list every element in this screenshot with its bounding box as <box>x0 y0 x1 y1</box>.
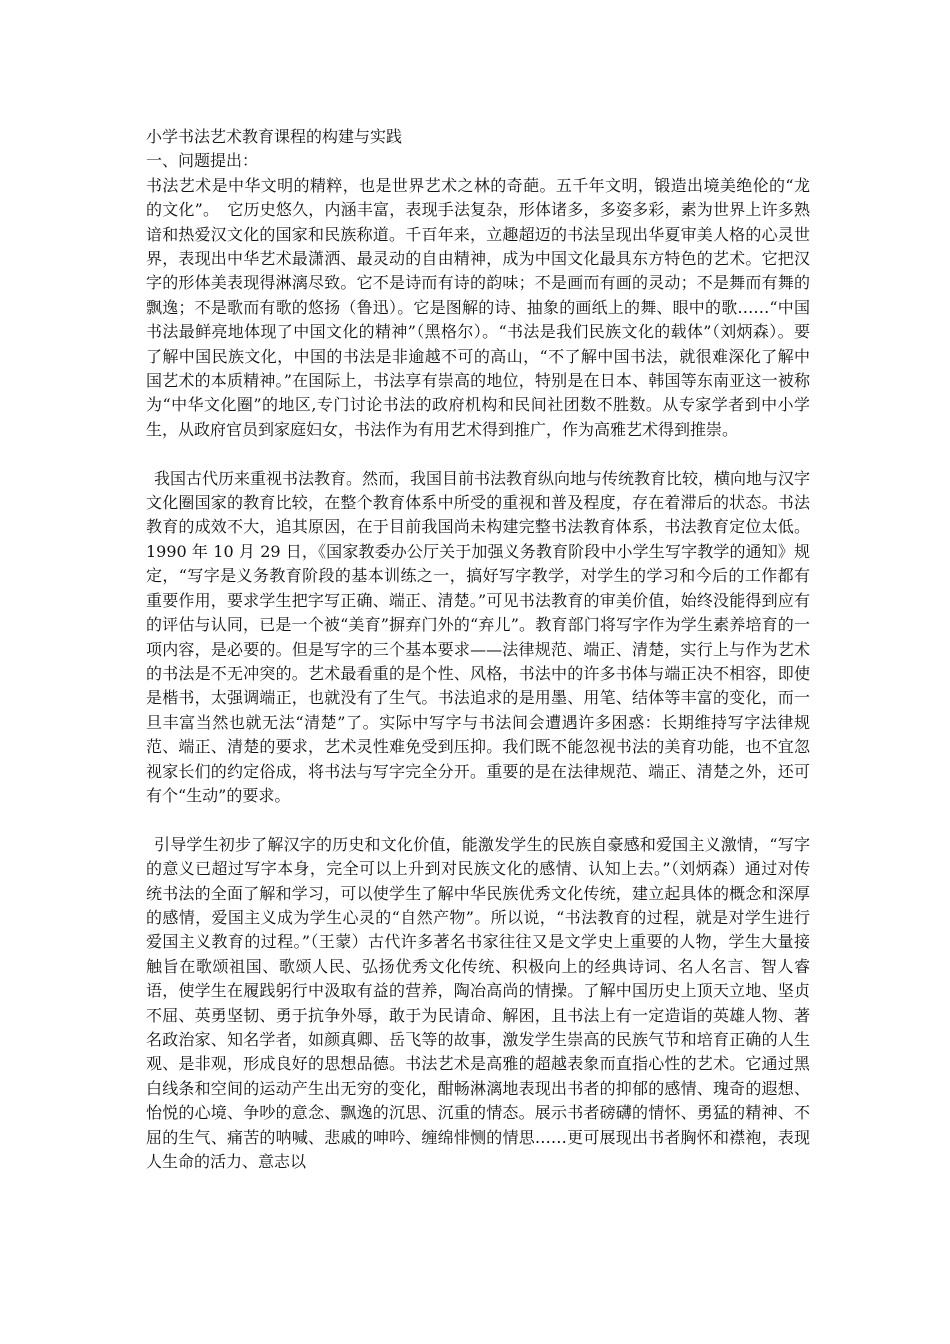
section-heading: 一、问题提出： <box>146 151 259 171</box>
paragraph-2: 我国古代历来重视书法教育。然而，我国目前书法教育纵向地与传统教育比较，横向地与汉字文化圈国家的教育比较，在整个教育体系中所受的重视和普及程度，存在着滞后的状态。书法教育的成效不大，追其原因，在于目前我国尚未构建完整书法教育体系，书法教育定位太低。1990 年 10 月 29 日，《国家教委办公厅关于加强义务教育阶段中小学生写字教学的通知》规定，“写字是义务教育阶段的基本训练之一，搞好写字教学，对学生的学习和今后的工作都有重要作用，要求学生把字写正确、端正、清楚。”可见书法教育的审美价值，始终没能得到应有的评估与认同，已是一个被“美育”摒弃门外的“弃儿”。教育部门将写字作为学生素养培育的一项内容，是必要的。但是写字的三个基本要求——法律规范、端正、清楚，实行上与作为艺术的书法是不无冲突的。艺术最看重的是个性、风格，书法中的许多书体与端正决不相容，即使是楷书，太强调端正，也就没有了生气。书法追求的是用墨、用笔、结体等丰富的变化，而一旦丰富当然也就无法“清楚”了。实际中写字与书法间会遭遇许多困惑：长期维持写字法律规范、端正、清楚的要求，艺术灵性难免受到压抑。我们既不能忽视书法的美育功能，也不宜忽视家长们的约定俗成，将书法与写字完全分开。重要的是在法律规范、端正、清楚之外，还可有个“生动”的要求。 <box>146 468 811 805</box>
paragraph-1: 书法艺术是中华文明的精粹，也是世界艺术之林的奇葩。五千年文明，锻造出境美绝伦的“龙的文化”。 它历史悠久，内涵丰富，表现手法复杂，形体诸多，多姿多彩，素为世界上许多熟谙和热爱汉文化的国家和民族称道。千百年来，立趣超迈的书法呈现出华夏审美人格的心灵世界，表现出中华艺术最潇洒、最灵动的自由精神，成为中国文化最具东方特色的艺术。它把汉字的形体美表现得淋漓尽致。它不是诗而有诗的韵味；不是画而有画的灵动；不是舞而有舞的飘逸；不是歌而有歌的悠扬（鲁迅）。它是图解的诗、抽象的画纸上的舞、眼中的歌……“中国书法最鲜亮地体现了中国文化的精神”（黑格尔）。“书法是我们民族文化的载体”（刘炳森）。要了解中国民族文化，中国的书法是非逾越不可的高山，“不了解中国书法，就很难深化了解中国艺术的本质精神。”在国际上，书法享有崇高的地位，特别是在日本、韩国等东南亚这一被称为“中华文化圈”的地区,专门讨论书法的政府机构和民间社团数不胜数。从专家学者到中小学生，从政府官员到家庭妇女，书法作为有用艺术得到推广，作为高雅艺术得到推崇。 <box>146 175 810 439</box>
document-page <box>146 125 810 1174</box>
paragraph-spacer <box>146 808 810 832</box>
paragraph-3: 引导学生初步了解汉字的历史和文化价值，能激发学生的民族自豪感和爱国主义激情，“写字的意义已超过写字本身，完全可以上升到对民族文化的感情、认知上去。”（刘炳森）通过对传统书法的全面了解和学习，可以使学生了解中华民族优秀文化传统，建立起具体的概念和深厚的感情，爱国主义成为学生心灵的“自然产物”。所以说，“书法教育的过程，就是对学生进行爱国主义教育的过程。”（王蒙）古代许多著名书家往往又是文学史上重要的人物，学生大量接触旨在歌颂祖国、歌颂人民、弘扬优秀文化传统、积极向上的经典诗词、名人名言、智人睿语，使学生在履践躬行中汲取有益的营养，陶冶高尚的情操。了解中国历史上顶天立地、坚贞不屈、英勇坚韧、勇于抗争外辱，敢于为民请命、解困，且书法上有一定造诣的英雄人物、著名政治家、知名学者，如颜真卿、岳飞等的故事，激发学生崇高的民族气节和培育正确的人生观、是非观，形成良好的思想品德。书法艺术是高雅的超越表象而直指心性的艺术。它通过黑白线条和空间的运动产生出无穷的变化，酣畅淋漓地表现出书者的抑郁的感情、瑰奇的遐想、怡悦的心境、争吵的意念、飘逸的沉思、沉重的情态。展示书者磅礴的情怀、勇猛的精神、不屈的生气、痛苦的呐喊、悲戚的呻吟、缠绵悱恻的情思……更可展现出书者胸怀和襟袍，表现人生命的活力、意志以 <box>146 834 810 1172</box>
paragraph-spacer <box>146 442 810 466</box>
document-title: 小学书法艺术教育课程的构建与实践 <box>146 127 403 146</box>
